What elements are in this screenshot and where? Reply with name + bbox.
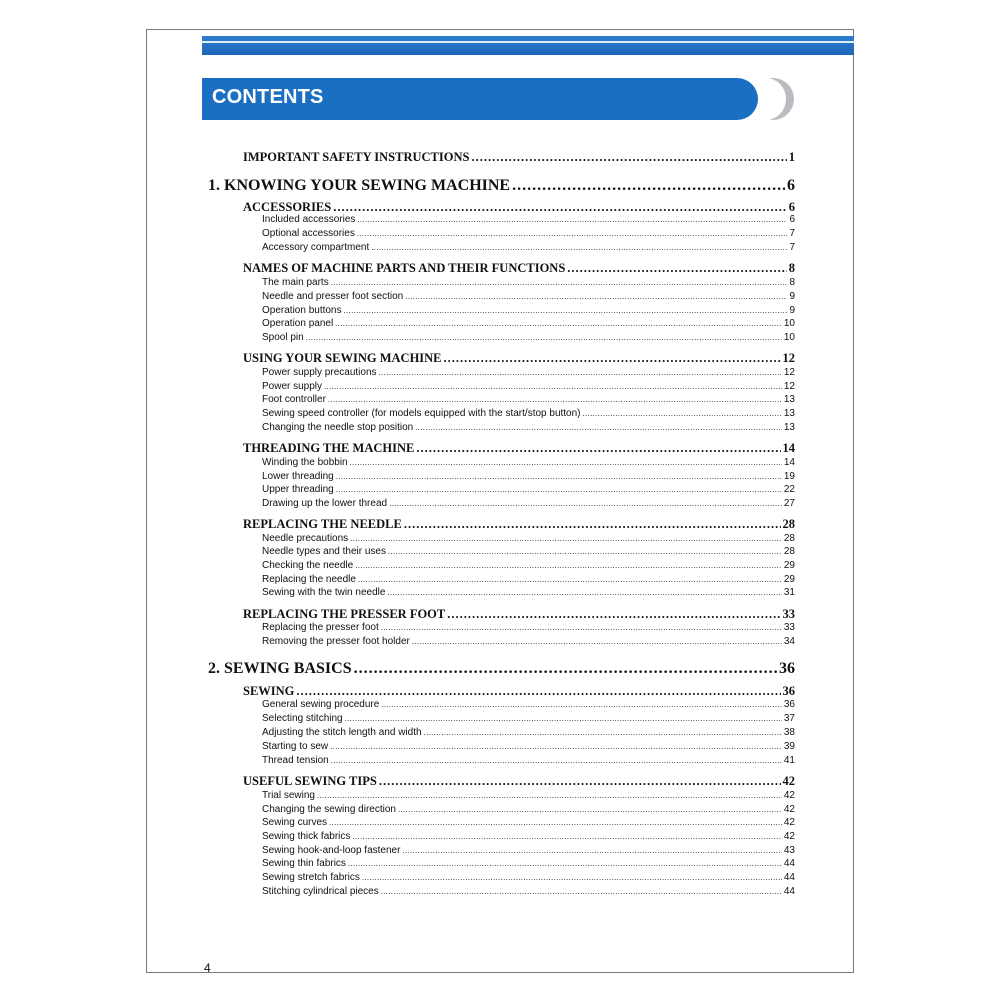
- toc-entry-title: Accessory compartment: [262, 242, 370, 253]
- toc-entry: [243, 441, 795, 456]
- toc-entry: [262, 422, 795, 433]
- toc-entry-title: Power supply precautions: [262, 367, 377, 378]
- toc-entry-page: 42: [783, 804, 795, 815]
- toc-entry-page: 28: [783, 533, 795, 544]
- toc-entry-page: 42: [783, 817, 795, 828]
- toc-leader-dots: [381, 887, 782, 896]
- toc-leader-dots: [350, 534, 782, 543]
- toc-entry: [262, 484, 795, 495]
- toc-leader-dots: [331, 756, 782, 765]
- toc-leader-dots: [447, 607, 780, 622]
- toc-entry-title: Thread tension: [262, 755, 329, 766]
- toc-entry-title: Spool pin: [262, 332, 304, 343]
- toc-leader-dots: [471, 150, 786, 165]
- toc-entry-page: 42: [783, 831, 795, 842]
- toc-entry: [262, 242, 795, 253]
- toc-entry-title: Optional accessories: [262, 228, 355, 239]
- toc-entry: [262, 332, 795, 343]
- toc-entry: [243, 200, 795, 215]
- toc-entry-page: 9: [789, 291, 795, 302]
- toc-entry-page: 8: [788, 261, 795, 275]
- toc-entry-page: 29: [783, 560, 795, 571]
- toc-entry: [243, 774, 795, 789]
- toc-entry: [262, 817, 795, 828]
- toc-entry-page: 13: [783, 408, 795, 419]
- toc-entry-title: Sewing hook-and-loop fastener: [262, 845, 401, 856]
- toc-entry-title: Operation buttons: [262, 305, 342, 316]
- toc-entry: [262, 831, 795, 842]
- toc-entry-page: 36: [779, 660, 795, 677]
- toc-leader-dots: [424, 728, 782, 737]
- toc-entry-title: Winding the bobbin: [262, 457, 348, 468]
- toc-entry-page: 7: [789, 228, 795, 239]
- toc-entry-page: 12: [783, 381, 795, 392]
- toc-leader-dots: [444, 351, 781, 366]
- toc-leader-dots: [354, 660, 777, 678]
- toc-entry-title: Power supply: [262, 381, 323, 392]
- toc-entry-title: Foot controller: [262, 394, 326, 405]
- toc-entry-title: The main parts: [262, 277, 329, 288]
- toc-leader-dots: [416, 441, 780, 456]
- toc-leader-dots: [398, 805, 782, 814]
- toc-entry: [262, 804, 795, 815]
- toc-entry-page: 28: [783, 546, 795, 557]
- toc-entry-page: 37: [783, 713, 795, 724]
- toc-entry-page: 42: [782, 774, 795, 788]
- toc-entry: [262, 741, 795, 752]
- toc-entry: [243, 351, 795, 366]
- toc-entry-page: 34: [783, 636, 795, 647]
- toc-entry-page: 6: [788, 200, 795, 214]
- toc-entry: [262, 699, 795, 710]
- toc-entry-page: 44: [783, 872, 795, 883]
- toc-entry-page: 41: [783, 755, 795, 766]
- toc-entry-page: 6: [789, 214, 795, 225]
- toc-entry-page: 6: [787, 177, 795, 194]
- toc-entry-page: 42: [783, 790, 795, 801]
- toc-leader-dots: [350, 458, 782, 467]
- toc-entry-page: 13: [783, 394, 795, 405]
- toc-entry-page: 33: [782, 607, 795, 621]
- toc-entry: [262, 845, 795, 856]
- toc-entry-title: USING YOUR SEWING MACHINE: [243, 351, 442, 365]
- toc-entry-page: 10: [783, 332, 795, 343]
- toc-entry-title: Upper threading: [262, 484, 334, 495]
- toc-entry-page: 10: [783, 318, 795, 329]
- toc-entry-title: Stitching cylindrical pieces: [262, 886, 379, 897]
- toc-entry: [262, 291, 795, 302]
- toc-entry-title: USEFUL SEWING TIPS: [243, 774, 377, 788]
- toc-entry: [262, 305, 795, 316]
- toc-entry-title: Sewing speed controller (for models equipped with the start/stop button): [262, 408, 581, 419]
- toc-entry-page: 43: [783, 845, 795, 856]
- toc-leader-dots: [362, 873, 782, 882]
- toc-leader-dots: [415, 423, 782, 432]
- toc-entry-title: ACCESSORIES: [243, 200, 332, 214]
- toc-entry-title: General sewing procedure: [262, 699, 380, 710]
- toc-entry-title: REPLACING THE PRESSER FOOT: [243, 607, 446, 621]
- toc-entry: [262, 560, 795, 571]
- toc-entry-title: 1. KNOWING YOUR SEWING MACHINE: [208, 177, 511, 194]
- toc-entry-title: Changing the needle stop position: [262, 422, 414, 433]
- toc-leader-dots: [329, 818, 782, 827]
- toc-leader-dots: [381, 700, 782, 709]
- toc-leader-dots: [328, 395, 782, 404]
- toc-entry-page: 36: [782, 684, 795, 698]
- toc-entry: [208, 177, 795, 195]
- toc-entry-title: THREADING THE MACHINE: [243, 441, 415, 455]
- toc-leader-dots: [336, 472, 782, 481]
- toc-entry-title: Checking the needle: [262, 560, 354, 571]
- toc-leader-dots: [389, 499, 782, 508]
- toc-leader-dots: [317, 791, 782, 800]
- toc-entry-title: Selecting stitching: [262, 713, 343, 724]
- toc-leader-dots: [512, 177, 785, 195]
- toc-entry: [262, 228, 795, 239]
- toc-entry-title: Drawing up the lower thread: [262, 498, 388, 509]
- toc-entry: [262, 636, 795, 647]
- toc-entry-page: 31: [783, 587, 795, 598]
- toc-leader-dots: [567, 261, 786, 276]
- toc-entry: [262, 277, 795, 288]
- toc-entry-title: REPLACING THE NEEDLE: [243, 517, 402, 531]
- toc-entry: [262, 858, 795, 869]
- toc-entry: [262, 790, 795, 801]
- toc-entry: [243, 607, 795, 622]
- toc-leader-dots: [333, 200, 787, 215]
- toc-entry-page: 12: [783, 367, 795, 378]
- toc-entry-title: Operation panel: [262, 318, 334, 329]
- toc-entry-title: Sewing curves: [262, 817, 328, 828]
- toc-entry: [262, 713, 795, 724]
- toc-entry-title: Sewing thick fabrics: [262, 831, 351, 842]
- toc-entry-page: 44: [783, 858, 795, 869]
- toc-leader-dots: [358, 575, 782, 584]
- toc-entry: [262, 886, 795, 897]
- toc-entry-title: Changing the sewing direction: [262, 804, 396, 815]
- toc-entry: [262, 622, 795, 633]
- toc-entry: [262, 394, 795, 405]
- toc-entry-page: 14: [782, 441, 795, 455]
- toc-leader-dots: [404, 517, 781, 532]
- toc-entry: [262, 381, 795, 392]
- toc-leader-dots: [412, 637, 782, 646]
- toc-entry: [262, 574, 795, 585]
- toc-entry-title: SEWING: [243, 684, 295, 698]
- toc-entry-title: Starting to sew: [262, 741, 329, 752]
- toc-entry-page: 44: [783, 886, 795, 897]
- toc-leader-dots: [583, 409, 782, 418]
- toc-leader-dots: [331, 278, 788, 287]
- toc-entry-title: NAMES OF MACHINE PARTS AND THEIR FUNCTIONS: [243, 261, 566, 275]
- toc-entry: [262, 872, 795, 883]
- toc-entry-title: Sewing stretch fabrics: [262, 872, 360, 883]
- toc-entry: [262, 318, 795, 329]
- toc-leader-dots: [344, 306, 788, 315]
- page-number: 4: [204, 961, 211, 975]
- toc-entry-title: Included accessories: [262, 214, 356, 225]
- toc-entry-page: 7: [789, 242, 795, 253]
- page-title: CONTENTS: [212, 86, 324, 108]
- toc-entry-page: 33: [783, 622, 795, 633]
- toc-leader-dots: [345, 714, 782, 723]
- toc-entry-page: 9: [789, 305, 795, 316]
- toc-entry-title: Needle and presser foot section: [262, 291, 404, 302]
- toc-entry-page: 38: [783, 727, 795, 738]
- toc-entry: [243, 150, 795, 165]
- toc-leader-dots: [405, 292, 787, 301]
- toc-leader-dots: [335, 319, 782, 328]
- toc-entry: [262, 498, 795, 509]
- toc-leader-dots: [355, 561, 782, 570]
- toc-leader-dots: [336, 485, 782, 494]
- toc-leader-dots: [388, 547, 782, 556]
- toc-entry: [262, 587, 795, 598]
- toc-leader-dots: [379, 774, 781, 789]
- toc-entry-title: Sewing with the twin needle: [262, 587, 386, 598]
- toc-entry-page: 19: [783, 471, 795, 482]
- toc-leader-dots: [387, 588, 781, 597]
- toc-entry-title: Removing the presser foot holder: [262, 636, 410, 647]
- toc-entry-title: Needle precautions: [262, 533, 349, 544]
- toc-entry-title: Sewing thin fabrics: [262, 858, 346, 869]
- toc-leader-dots: [402, 846, 781, 855]
- toc-entry: [262, 214, 795, 225]
- toc-entry: [262, 546, 795, 557]
- toc-entry: [243, 684, 795, 699]
- toc-entry: [262, 755, 795, 766]
- toc-leader-dots: [348, 859, 782, 868]
- toc-entry-title: Replacing the presser foot: [262, 622, 379, 633]
- toc-entry: [243, 261, 795, 276]
- toc-entry: [262, 727, 795, 738]
- toc-entry: [262, 457, 795, 468]
- toc-entry-page: 13: [783, 422, 795, 433]
- toc-entry-title: Adjusting the stitch length and width: [262, 727, 422, 738]
- toc-entry-page: 14: [783, 457, 795, 468]
- toc-leader-dots: [357, 229, 788, 238]
- toc-entry-title: Lower threading: [262, 471, 334, 482]
- toc-leader-dots: [296, 684, 780, 699]
- toc-entry: [243, 517, 795, 532]
- toc-entry-page: 29: [783, 574, 795, 585]
- toc-leader-dots: [357, 215, 787, 224]
- toc-entry-title: Trial sewing: [262, 790, 315, 801]
- toc-entry-title: Replacing the needle: [262, 574, 356, 585]
- toc-entry-page: 28: [782, 517, 795, 531]
- toc-leader-dots: [324, 382, 782, 391]
- toc-leader-dots: [330, 742, 782, 751]
- toc-leader-dots: [379, 368, 782, 377]
- toc-entry-page: 36: [783, 699, 795, 710]
- toc-entry: [262, 367, 795, 378]
- toc-leader-dots: [371, 243, 787, 252]
- toc-leader-dots: [381, 623, 782, 632]
- toc-entry-page: 12: [782, 351, 795, 365]
- toc-leader-dots: [352, 832, 782, 841]
- toc-entry-page: 8: [789, 277, 795, 288]
- toc-entry: [262, 533, 795, 544]
- toc-entry-title: Needle types and their uses: [262, 546, 386, 557]
- toc-entry-page: 1: [788, 150, 795, 164]
- toc-entry-page: 39: [783, 741, 795, 752]
- toc-entry: [262, 408, 795, 419]
- toc-entry: [208, 660, 795, 678]
- toc-entry-page: 22: [783, 484, 795, 495]
- toc-entry: [262, 471, 795, 482]
- toc-entry-title: 2. SEWING BASICS: [208, 660, 352, 677]
- toc-entry-page: 27: [783, 498, 795, 509]
- toc-entry-title: IMPORTANT SAFETY INSTRUCTIONS: [243, 150, 470, 164]
- toc-leader-dots: [306, 333, 782, 342]
